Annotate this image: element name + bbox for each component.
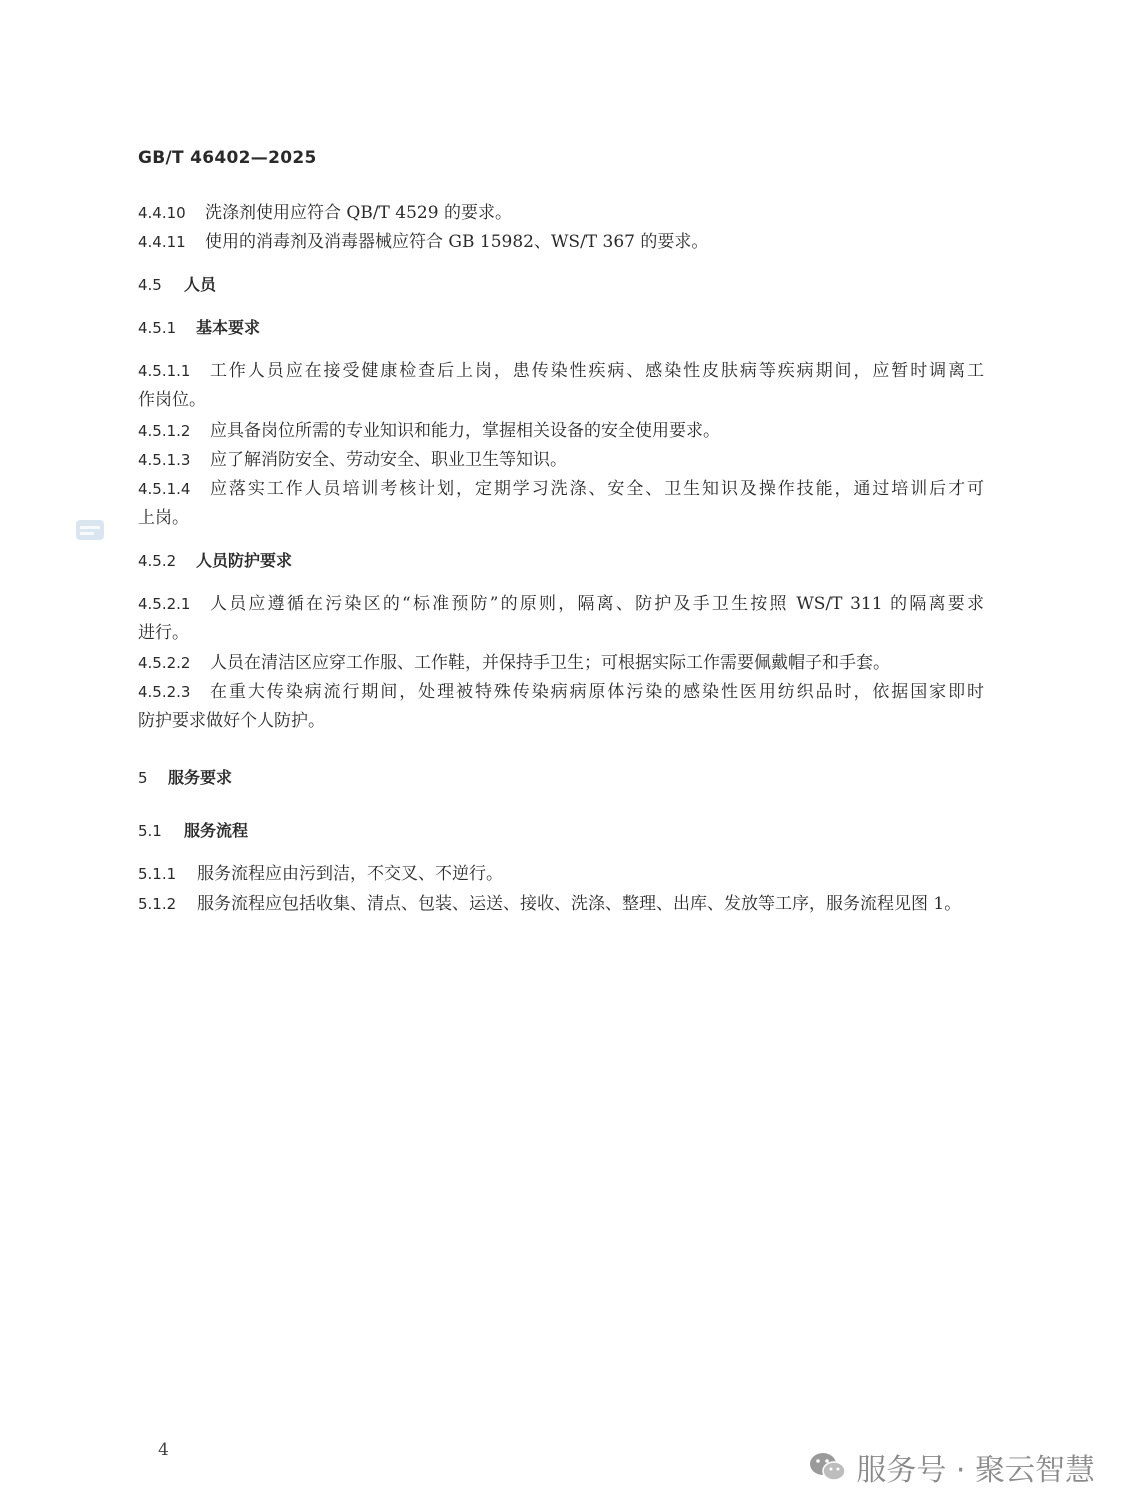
clause-continuation: 进行。 bbox=[138, 623, 189, 643]
clause-text: 应了解消防安全、劳动安全、职业卫生等知识。 bbox=[210, 450, 567, 470]
clause-number: 4.5.1.1 bbox=[138, 362, 191, 380]
clause-4-5-1-1 bbox=[138, 358, 984, 384]
clause-number: 4.5.2.3 bbox=[138, 683, 191, 701]
section-number: 4.5.1 bbox=[138, 319, 177, 337]
clause-4-5-1-3 bbox=[138, 447, 567, 473]
clause-4-5-2-2 bbox=[138, 650, 890, 676]
clause-text: 在重大传染病流行期间，处理被特殊传染病病原体污染的感染性医用纺织品时，依据国家即时 bbox=[210, 682, 984, 702]
clause-number: 4.5.2.1 bbox=[138, 595, 191, 613]
clause-5-1-2 bbox=[138, 891, 961, 917]
stamp-mark-icon bbox=[75, 516, 105, 544]
clause-number: 4.5.1.3 bbox=[138, 451, 191, 469]
clause-text: 洗涤剂使用应符合 QB/T 4529 的要求。 bbox=[205, 203, 512, 223]
section-heading-5 bbox=[138, 765, 232, 791]
clause-continuation: 作岗位。 bbox=[138, 390, 206, 410]
clause-text: 使用的消毒剂及消毒器械应符合 GB 15982、WS/T 367 的要求。 bbox=[205, 232, 709, 252]
clause-text: 工作人员应在接受健康检查后上岗，患传染性疾病、感染性皮肤病等疾病期间，应暂时调离工 bbox=[210, 361, 984, 381]
clause-number: 4.4.11 bbox=[138, 233, 186, 251]
clause-number: 4.4.10 bbox=[138, 204, 186, 222]
standard-code-header: GB/T 46402—2025 bbox=[138, 148, 317, 168]
clause-4-4-11 bbox=[138, 229, 708, 255]
clause-text: 服务流程应由污到洁，不交叉、不逆行。 bbox=[197, 864, 503, 884]
clause-continuation: 防护要求做好个人防护。 bbox=[138, 711, 325, 731]
clause-number: 5.1.2 bbox=[138, 895, 177, 913]
wechat-icon bbox=[808, 1450, 848, 1484]
clause-5-1-1 bbox=[138, 861, 503, 887]
watermark bbox=[808, 1445, 1095, 1489]
clause-text: 服务流程应包括收集、清点、包装、运送、接收、洗涤、整理、出库、发放等工序，服务流程见图 1。 bbox=[197, 894, 962, 914]
clause-4-4-10 bbox=[138, 200, 512, 226]
section-title: 服务流程 bbox=[184, 821, 249, 840]
clause-text: 人员应遵循在污染区的“标准预防”的原则，隔离、防护及手卫生按照 WS/T 311 的隔离要求 bbox=[210, 594, 984, 614]
section-heading-5-1 bbox=[138, 818, 248, 844]
section-heading-4-5-2 bbox=[138, 548, 292, 574]
section-title: 基本要求 bbox=[196, 318, 261, 337]
section-title: 人员 bbox=[184, 275, 217, 294]
clause-4-5-2-3 bbox=[138, 679, 984, 705]
clause-text: 应落实工作人员培训考核计划，定期学习洗涤、安全、卫生知识及操作技能，通过培训后才可 bbox=[210, 479, 984, 499]
section-number: 5 bbox=[138, 769, 148, 787]
section-number: 4.5 bbox=[138, 276, 162, 294]
clause-number: 4.5.2.2 bbox=[138, 654, 191, 672]
page-number: 4 bbox=[158, 1440, 169, 1460]
clause-number: 4.5.1.4 bbox=[138, 480, 191, 498]
section-heading-4-5 bbox=[138, 272, 216, 298]
clause-number: 5.1.1 bbox=[138, 865, 177, 883]
section-number: 5.1 bbox=[138, 822, 162, 840]
section-title: 服务要求 bbox=[168, 768, 233, 787]
section-title: 人员防护要求 bbox=[196, 551, 293, 570]
section-number: 4.5.2 bbox=[138, 552, 177, 570]
clause-text: 人员在清洁区应穿工作服、工作鞋，并保持手卫生；可根据实际工作需要佩戴帽子和手套。 bbox=[210, 653, 890, 673]
clause-4-5-1-2 bbox=[138, 418, 720, 444]
section-heading-4-5-1 bbox=[138, 315, 260, 341]
clause-4-5-2-1 bbox=[138, 591, 984, 617]
clause-text: 应具备岗位所需的专业知识和能力，掌握相关设备的安全使用要求。 bbox=[210, 421, 720, 441]
clause-continuation: 上岗。 bbox=[138, 508, 189, 528]
watermark-text: 服务号 · 聚云智慧 bbox=[856, 1453, 1095, 1488]
clause-number: 4.5.1.2 bbox=[138, 422, 191, 440]
clause-4-5-1-4 bbox=[138, 476, 984, 502]
